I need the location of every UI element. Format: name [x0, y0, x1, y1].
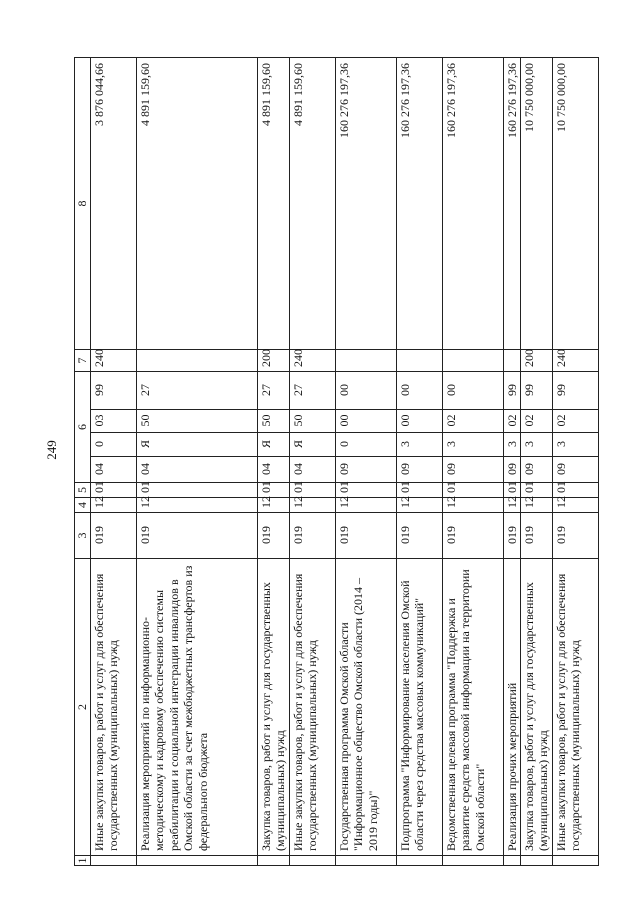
expense-type-cell	[335, 350, 396, 372]
section-cell: 12	[396, 498, 442, 513]
amount-cell: 160 276 197,36	[503, 58, 520, 350]
row-number-cell	[442, 856, 503, 866]
target-article-part-2: 3	[396, 433, 442, 457]
header-row	[75, 58, 91, 866]
target-article-part-1: 09	[520, 457, 552, 483]
expense-type-cell: 240	[552, 350, 598, 372]
expense-type-cell: 240	[90, 350, 136, 372]
target-article-part-1: 09	[335, 457, 396, 483]
section-cell: 12	[552, 498, 598, 513]
expense-type-cell: 200	[520, 350, 552, 372]
subsection-cell: 01	[335, 483, 396, 498]
target-article-part-2: Я	[136, 433, 257, 457]
item-name-cell: Иные закупки товаров, работ и услуг для обеспечения государственных (муниципальных) нужд	[289, 559, 335, 856]
header-col-4: 4	[75, 498, 91, 513]
subsection-cell: 01	[503, 483, 520, 498]
amount-cell: 10 750 000,00	[552, 58, 598, 350]
amount-cell: 160 276 197,36	[335, 58, 396, 350]
target-article-part-2: Я	[289, 433, 335, 457]
target-article-part-2: 3	[442, 433, 503, 457]
section-cell: 12	[442, 498, 503, 513]
target-article-part-3: 02	[503, 410, 520, 433]
row-number-cell	[289, 856, 335, 866]
target-article-part-1: 09	[442, 457, 503, 483]
target-article-part-1: 04	[289, 457, 335, 483]
row-number-cell	[552, 856, 598, 866]
target-article-part-2: 3	[520, 433, 552, 457]
header-col-5: 5	[75, 483, 91, 498]
target-article-part-3: 02	[552, 410, 598, 433]
section-cell: 12	[257, 498, 289, 513]
admin-code-cell: 019	[257, 513, 289, 559]
header-col-7: 7	[75, 350, 91, 372]
target-article-part-2: 3	[552, 433, 598, 457]
admin-code-cell: 019	[552, 513, 598, 559]
subsection-cell: 01	[90, 483, 136, 498]
item-name-cell: Государственная программа Омской области "Информационное общество Омской области (2014 – 2019 годы)"	[335, 559, 396, 856]
budget-table-container	[74, 58, 594, 866]
section-cell: 12	[503, 498, 520, 513]
header-col-6: 6	[75, 372, 91, 483]
row-number-cell	[335, 856, 396, 866]
target-article-part-4: 00	[442, 372, 503, 410]
expense-type-cell	[503, 350, 520, 372]
amount-cell: 160 276 197,36	[442, 58, 503, 350]
admin-code-cell: 019	[90, 513, 136, 559]
target-article-part-3: 02	[520, 410, 552, 433]
row-number-cell	[90, 856, 136, 866]
table-row	[136, 58, 257, 866]
target-article-part-4: 99	[552, 372, 598, 410]
target-article-part-4: 99	[90, 372, 136, 410]
amount-cell: 10 750 000,00	[520, 58, 552, 350]
expense-type-cell	[136, 350, 257, 372]
header-col-3: 3	[75, 513, 91, 559]
target-article-part-4: 99	[520, 372, 552, 410]
target-article-part-2: 3	[503, 433, 520, 457]
item-name-cell: Ведомственная целевая программа "Поддержка и развитие средств массовой информации на территории Омской области"	[442, 559, 503, 856]
target-article-part-2: 0	[90, 433, 136, 457]
target-article-part-3: 50	[136, 410, 257, 433]
expense-type-cell	[442, 350, 503, 372]
target-article-part-1: 09	[552, 457, 598, 483]
section-cell: 12	[335, 498, 396, 513]
item-name-cell: Закупка товаров, работ и услуг для государственных (муниципальных) нужд	[257, 559, 289, 856]
subsection-cell: 01	[136, 483, 257, 498]
table-row	[257, 58, 289, 866]
header-col-1: 1	[75, 857, 89, 864]
expense-type-cell: 240	[289, 350, 335, 372]
target-article-part-3: 00	[396, 410, 442, 433]
amount-cell: 3 876 044,66	[90, 58, 136, 350]
target-article-part-4: 27	[257, 372, 289, 410]
item-name-cell: Реализация прочих мероприятий	[503, 559, 520, 856]
admin-code-cell: 019	[396, 513, 442, 559]
target-article-part-2: 0	[335, 433, 396, 457]
subsection-cell: 01	[289, 483, 335, 498]
target-article-part-1: 04	[136, 457, 257, 483]
subsection-cell: 01	[442, 483, 503, 498]
table-row	[503, 58, 520, 866]
table-row	[552, 58, 598, 866]
page-number: 249	[44, 440, 59, 460]
section-cell: 12	[90, 498, 136, 513]
table-body	[75, 58, 599, 866]
header-col-8: 8	[75, 58, 91, 350]
row-number-cell	[503, 856, 520, 866]
target-article-part-3: 02	[442, 410, 503, 433]
subsection-cell: 01	[552, 483, 598, 498]
item-name-cell: Реализация мероприятий по информационно-методическому и кадровому обеспечению системы реабилитации и социальной интеграции инвалидов в Омской области за счет межбюджетных трансфертов из федерального бюджета	[136, 559, 257, 856]
target-article-part-1: 09	[503, 457, 520, 483]
row-number-cell	[257, 856, 289, 866]
table-row	[90, 58, 136, 866]
admin-code-cell: 019	[335, 513, 396, 559]
admin-code-cell: 019	[136, 513, 257, 559]
target-article-part-3: 50	[289, 410, 335, 433]
item-name-cell: Иные закупки товаров, работ и услуг для обеспечения государственных (муниципальных) нужд	[552, 559, 598, 856]
target-article-part-4: 27	[136, 372, 257, 410]
table-row	[442, 58, 503, 866]
target-article-part-4: 27	[289, 372, 335, 410]
target-article-part-4: 00	[335, 372, 396, 410]
target-article-part-1: 04	[257, 457, 289, 483]
table-row	[520, 58, 552, 866]
table-row	[396, 58, 442, 866]
amount-cell: 4 891 159,60	[136, 58, 257, 350]
target-article-part-3: 03	[90, 410, 136, 433]
item-name-cell: Иные закупки товаров, работ и услуг для обеспечения государственных (муниципальных) нужд	[90, 559, 136, 856]
admin-code-cell: 019	[520, 513, 552, 559]
row-number-cell	[136, 856, 257, 866]
section-cell: 12	[289, 498, 335, 513]
row-number-cell	[396, 856, 442, 866]
amount-cell: 4 891 159,60	[289, 58, 335, 350]
admin-code-cell: 019	[442, 513, 503, 559]
row-number-cell	[520, 856, 552, 866]
target-article-part-2: Я	[257, 433, 289, 457]
subsection-cell: 01	[520, 483, 552, 498]
item-name-cell: Закупка товаров, работ и услуг для государственных (муниципальных) нужд	[520, 559, 552, 856]
table-row	[289, 58, 335, 866]
section-cell: 12	[136, 498, 257, 513]
admin-code-cell: 019	[503, 513, 520, 559]
amount-cell: 160 276 197,36	[396, 58, 442, 350]
budget-table	[74, 57, 599, 866]
target-article-part-1: 04	[90, 457, 136, 483]
target-article-part-3: 50	[257, 410, 289, 433]
admin-code-cell: 019	[289, 513, 335, 559]
section-cell: 12	[520, 498, 552, 513]
expense-type-cell	[396, 350, 442, 372]
table-row	[335, 58, 396, 866]
header-col-2: 2	[75, 559, 91, 856]
item-name-cell: Подпрограмма "Информирование населения Омской области через средства массовых коммуникаций"	[396, 559, 442, 856]
subsection-cell: 01	[396, 483, 442, 498]
amount-cell: 4 891 159,60	[257, 58, 289, 350]
subsection-cell: 01	[257, 483, 289, 498]
target-article-part-1: 09	[396, 457, 442, 483]
expense-type-cell: 200	[257, 350, 289, 372]
target-article-part-4: 00	[396, 372, 442, 410]
target-article-part-3: 00	[335, 410, 396, 433]
target-article-part-4: 99	[503, 372, 520, 410]
